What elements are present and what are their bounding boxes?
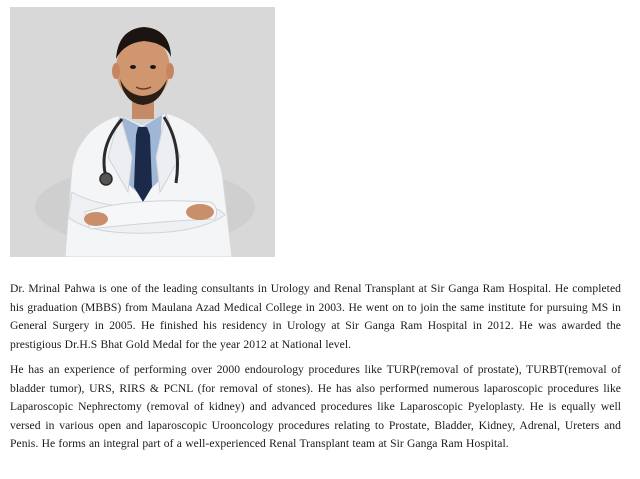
doctor-bio <box>10 280 621 461</box>
doctor-portrait-illustration <box>10 7 275 257</box>
bio-paragraph-experience: He has an experience of performing over 2000 endourology procedures like TURP(removal of prostate), TURBT(removal of bladder tumor), URS, RIRS & PCNL (for removal of stones). He has also performed numerous laparoscopic procedures like Laparoscopic Nephrectomy (removal of kidney) and advanced procedures like Laparoscopic Pyeloplasty. He is equally well versed in various open and laparoscopic Urooncology procedures relating to Prostate, Bladder, Kidney, Adrenal, Ureters and Penis. He forms an integral part of a well-experienced Renal Transplant team at Sir Ganga Ram Hospital. <box>10 363 621 450</box>
doctor-photo <box>10 7 275 257</box>
bio-paragraph-education: Dr. Mrinal Pahwa is one of the leading consultants in Urology and Renal Transplant at Sir Ganga Ram Hospital. He completed his graduation (MBBS) from Maulana Azad Medical College in 2003. He went on to join the same institute for pursuing MS in General Surgery in 2005. He finished his residency in Urology at Sir Ganga Ram Hospital in 2012. He was awarded the prestigious Dr.H.S Bhat Gold Medal for the year 2012 at National level. <box>10 282 621 351</box>
